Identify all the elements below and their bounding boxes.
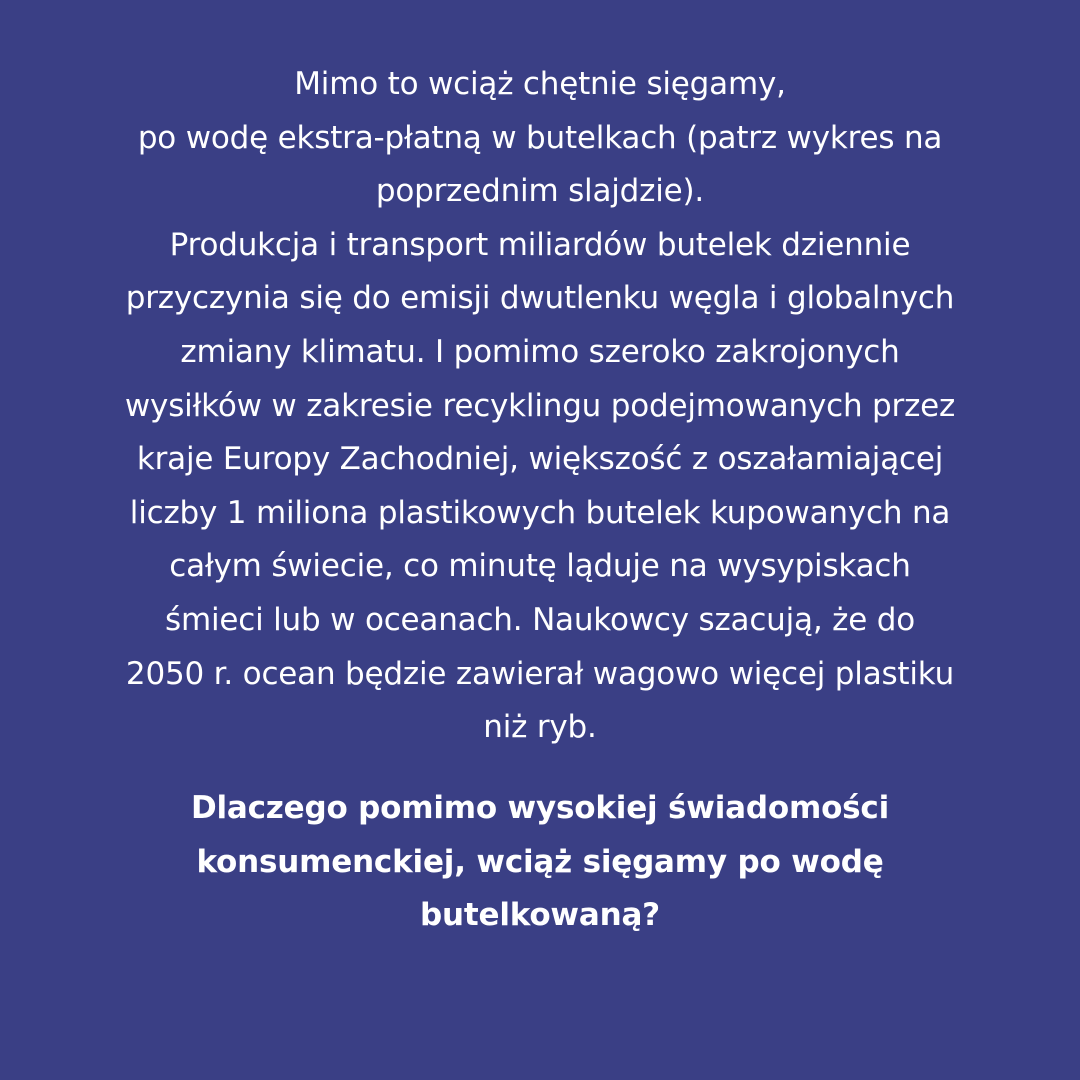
body-line: wysiłków w zakresie recyklingu podejmowanych przez <box>124 387 956 424</box>
body-line: kraje Europy Zachodniej, większość z oszałamiającej <box>136 441 944 478</box>
body-line: Mimo to wciąż chętnie sięgamy, <box>294 66 786 102</box>
question-line: Dlaczego pomimo wysokiej świadomości <box>190 790 890 826</box>
body-line: po wodę ekstra-płatną w butelkach (patrz wykres na <box>137 119 943 156</box>
body-line: zmiany klimatu. I pomimo szeroko zakrojonych <box>180 333 900 370</box>
body-line: 2050 r. ocean będzie zawierał wagowo więcej plastiku <box>125 655 955 692</box>
question-line: konsumenckiej, wciąż sięgamy po wodę <box>196 843 884 880</box>
question-line: butelkowaną? <box>420 897 660 934</box>
body-line: śmieci lub w oceanach. Naukowcy szacują, że do <box>165 601 915 638</box>
body-paragraph <box>30 58 1050 755</box>
body-line: Produkcja i transport miliardów butelek dziennie <box>169 226 911 263</box>
body-line: liczby 1 miliona plastikowych butelek kupowanych na <box>129 494 951 531</box>
body-line: poprzednim slajdzie). <box>375 173 705 210</box>
question-heading <box>30 782 1050 943</box>
body-line: niż ryb. <box>483 709 597 746</box>
body-line: przyczynia się do emisji dwutlenku węgla i globalnych <box>125 280 955 317</box>
body-line: całym świecie, co minutę ląduje na wysypiskach <box>169 548 911 585</box>
